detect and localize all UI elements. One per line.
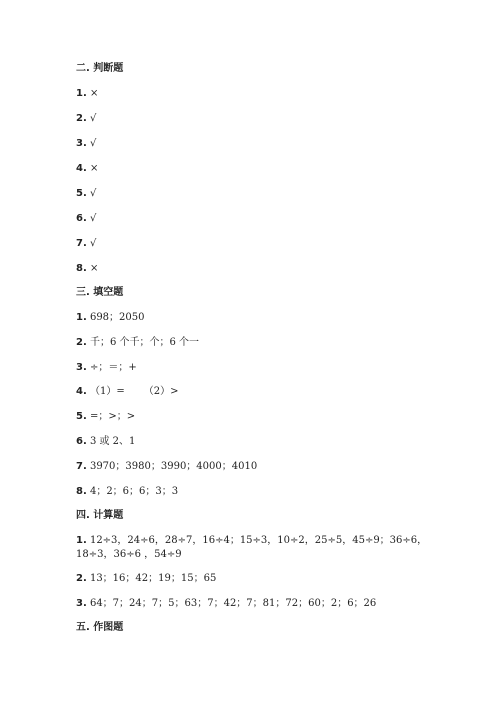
fill-item-5	[76, 410, 135, 423]
item-answer: √	[89, 238, 97, 249]
judge-item-3	[76, 137, 96, 150]
fill-item-4	[76, 385, 179, 398]
fill-item-3	[76, 361, 137, 374]
judge-item-5	[76, 187, 96, 200]
item-number: 2.	[76, 573, 87, 584]
item-answer: 698；2050	[89, 312, 145, 323]
judge-item-7	[76, 237, 96, 250]
calc-item-3	[76, 597, 376, 610]
calc-item-1	[76, 534, 427, 547]
item-answer: 千；6 个千；个；6 个一	[89, 337, 200, 348]
fill-item-1	[76, 311, 145, 324]
item-number: 5.	[76, 188, 87, 199]
item-answer: ÷；＝；+	[89, 362, 137, 373]
item-answer: 12÷3，24÷6，28÷7，16÷4；15÷3，10÷2，25÷5，45÷9；36÷6，	[89, 535, 428, 546]
item-answer: （1）= （2）>	[89, 386, 179, 397]
item-answer: ×	[89, 263, 99, 274]
item-number: 4.	[76, 163, 87, 174]
item-answer: √	[89, 138, 97, 149]
fill-item-2	[76, 336, 199, 349]
item-number: 3.	[76, 362, 87, 373]
item-number: 8.	[76, 486, 87, 497]
fill-item-7	[76, 460, 257, 473]
section-title-draw: 五. 作图题	[76, 622, 124, 633]
fill-item-8	[76, 485, 178, 498]
item-number: 3.	[76, 598, 87, 609]
item-number: 1.	[76, 535, 87, 546]
judge-item-2	[76, 112, 96, 125]
judge-item-1	[76, 87, 98, 100]
item-number: 6.	[76, 213, 87, 224]
item-number: 2.	[76, 337, 87, 348]
item-answer: √	[89, 113, 97, 124]
item-answer: 3970；3980；3990；4000；4010	[89, 461, 258, 472]
item-answer: =；>；>	[89, 411, 136, 422]
calc-item-1-continued: 18÷3，36÷6 ，54÷9	[76, 549, 182, 560]
judge-item-6	[76, 212, 96, 225]
section-title-fill: 三. 填空题	[76, 287, 124, 298]
fill-item-6	[76, 435, 135, 448]
item-answer: √	[89, 188, 97, 199]
section-title-judge: 二. 判断题	[76, 63, 124, 74]
item-number: 1.	[76, 88, 87, 99]
calc-item-2	[76, 572, 216, 585]
item-number: 4.	[76, 386, 87, 397]
item-answer: √	[89, 213, 97, 224]
item-answer: 13；16；42；19；15；65	[89, 573, 217, 584]
item-number: 3.	[76, 138, 87, 149]
item-answer: 64；7；24；7；5；63；7；42；7；81；72；60；2；6；26	[89, 598, 377, 609]
judge-item-8	[76, 262, 98, 275]
item-number: 7.	[76, 238, 87, 249]
item-answer: ×	[89, 88, 99, 99]
item-number: 7.	[76, 461, 87, 472]
item-answer: 3 或 2、1	[89, 436, 136, 447]
item-number: 8.	[76, 263, 87, 274]
judge-item-4	[76, 162, 98, 175]
item-number: 5.	[76, 411, 87, 422]
item-answer: ×	[89, 163, 99, 174]
section-title-calc: 四. 计算题	[76, 510, 124, 521]
item-number: 2.	[76, 113, 87, 124]
item-answer: 4；2；6；6；3；3	[89, 486, 179, 497]
item-number: 6.	[76, 436, 87, 447]
item-number: 1.	[76, 312, 87, 323]
